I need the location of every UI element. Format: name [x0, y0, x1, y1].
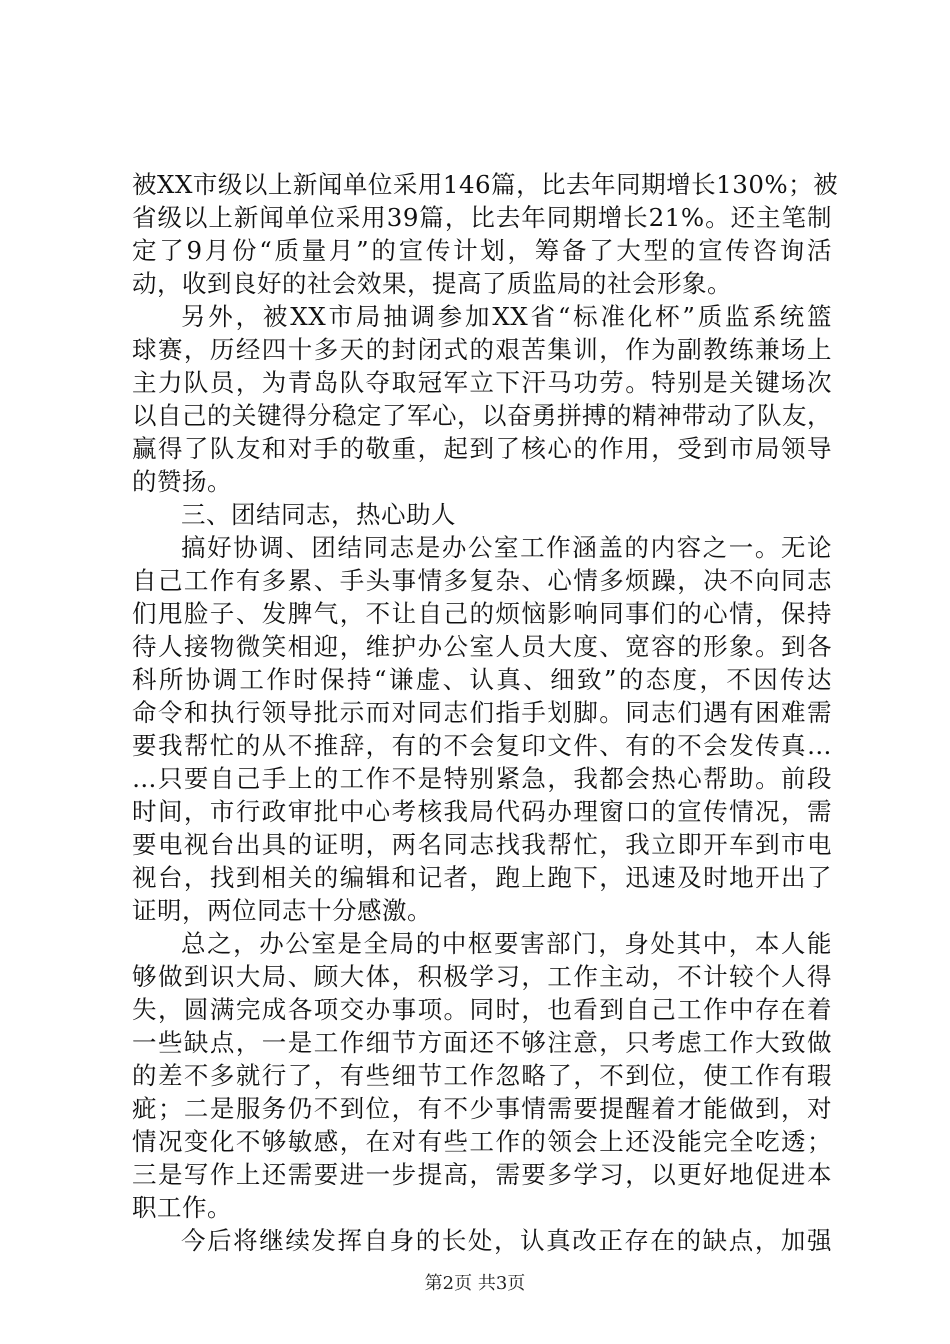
text-line: 被XX市级以上新闻单位采用146篇，比去年同期增长130%；被 — [132, 170, 839, 199]
text-line: 总之，办公室是全局的中枢要害部门，身处其中，本人能 — [181, 929, 832, 958]
text-line: 命令和执行领导批示而对同志们指手划脚。同志们遇有困难需 — [132, 698, 832, 727]
text-line: 定了9月份“质量月”的宣传计划，筹备了大型的宣传咨询活 — [132, 236, 832, 265]
text-line: 要我帮忙的从不推辞，有的不会复印文件、有的不会发传真… — [132, 731, 832, 760]
text-line: 省级以上新闻单位采用39篇，比去年同期增长21%。还主笔制 — [132, 203, 832, 232]
text-line: 球赛，历经四十多天的封闭式的艰苦集训，作为副教练兼场上 — [132, 335, 832, 364]
text-line: …只要自己手上的工作不是特别紧急，我都会热心帮助。前段 — [132, 764, 832, 793]
text-line: 情况变化不够敏感，在对有些工作的领会上还没能完全吃透； — [132, 1127, 832, 1156]
text-line: 证明，两位同志十分感激。 — [132, 896, 432, 925]
text-line: 待人接物微笑相迎，维护办公室人员大度、宽容的形象。到各 — [132, 632, 832, 661]
text-line: 视台，找到相关的编辑和记者，跑上跑下，迅速及时地开出了 — [132, 863, 832, 892]
text-line: 的差不多就行了，有些细节工作忽略了，不到位，使工作有瑕 — [132, 1061, 832, 1090]
text-line: 职工作。 — [132, 1193, 232, 1222]
text-line: 科所协调工作时保持“谦虚、认真、细致”的态度，不因传达 — [132, 665, 832, 694]
text-line: 三是写作上还需要进一步提高，需要多学习，以更好地促进本 — [132, 1160, 832, 1189]
text-line: 以自己的关键得分稳定了军心，以奋勇拼搏的精神带动了队友， — [132, 401, 832, 430]
text-line: 搞好协调、团结同志是办公室工作涵盖的内容之一。无论 — [181, 533, 832, 562]
page-footer: 第2页 共3页 — [424, 1273, 526, 1294]
text-line: 另外，被XX市局抽调参加XX省“标准化杯”质监系统篮 — [181, 302, 832, 331]
text-line: 疵；二是服务仍不到位，有不少事情需要提醒着才能做到，对 — [132, 1094, 832, 1123]
text-line: 三、团结同志，热心助人 — [181, 500, 456, 529]
text-line: 自己工作有多累、手头事情多复杂、心情多烦躁，决不向同志 — [132, 566, 832, 595]
document-body — [132, 168, 839, 1257]
text-line: 动，收到良好的社会效果，提高了质监局的社会形象。 — [132, 269, 732, 298]
text-line: 赢得了队友和对手的敬重，起到了核心的作用，受到市局领导 — [132, 434, 832, 463]
text-line: 的赞扬。 — [132, 467, 232, 496]
text-line: 时间，市行政审批中心考核我局代码办理窗口的宣传情况，需 — [132, 797, 832, 826]
text-line: 一些缺点，一是工作细节方面还不够注意，只考虑工作大致做 — [132, 1028, 832, 1057]
text-line: 主力队员，为青岛队夺取冠军立下汗马功劳。特别是关键场次 — [132, 368, 832, 397]
text-line: 今后将继续发挥自身的长处，认真改正存在的缺点，加强 — [181, 1226, 832, 1255]
text-line: 够做到识大局、顾大体，积极学习，工作主动，不计较个人得 — [132, 962, 832, 991]
text-line: 们甩脸子、发脾气，不让自己的烦恼影响同事们的心情，保持 — [132, 599, 832, 628]
text-line: 失，圆满完成各项交办事项。同时，也看到自己工作中存在着 — [132, 995, 832, 1024]
text-line: 要电视台出具的证明，两名同志找我帮忙，我立即开车到市电 — [132, 830, 832, 859]
